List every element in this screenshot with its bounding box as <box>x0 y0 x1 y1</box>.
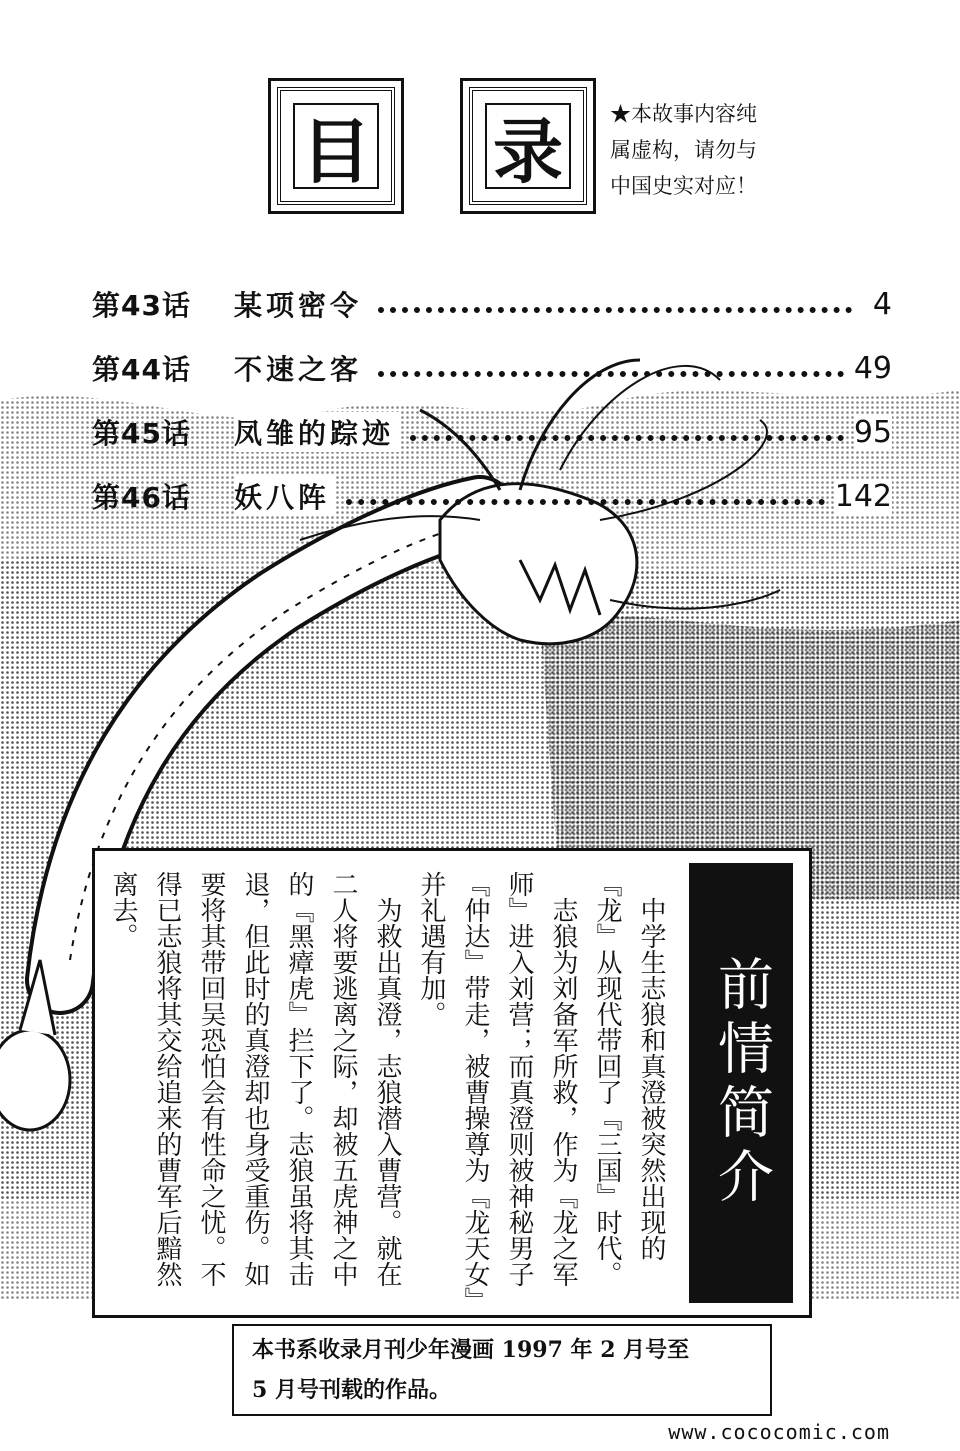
chapter-number: 第43话 <box>92 289 191 322</box>
chapter-title: 某项密令 <box>234 284 368 324</box>
summary-paragraph: 中学生志狼和真澄被突然出现的『龙』从现代带回了『三国』时代。 <box>592 871 666 1287</box>
disclaimer-note: ★本故事内容纯 属虚构，请勿与 中国史实对应！ <box>610 102 757 198</box>
summary-heading: 前情简介 <box>689 863 793 1303</box>
summary-paragraph: 志狼为刘备军所救，作为『龙之军师』进入刘营；而真澄则被神秘男子『仲达』带走，被曹操尊为『龙天女』并礼遇有加。 <box>416 871 578 1300</box>
toc-entry[interactable] <box>92 400 892 464</box>
toc-entry[interactable] <box>92 272 892 336</box>
chapter-title: 不速之客 <box>234 348 368 388</box>
summary-text <box>108 871 673 1301</box>
title-char-lu: 录 <box>485 103 571 189</box>
page-number: 95 <box>853 414 892 450</box>
leader-dots <box>378 371 844 377</box>
publication-note: 本书系收录月刊少年漫画 1997 年 2 月号至 5 月号刊载的作品。 <box>232 1324 772 1416</box>
title-box-mu <box>268 78 404 214</box>
leader-dots <box>378 307 852 313</box>
page-number: 4 <box>862 287 892 322</box>
toc-entry[interactable] <box>92 464 892 528</box>
leader-dots <box>346 499 825 505</box>
title-box-lu <box>460 78 596 214</box>
page-number: 49 <box>853 350 892 386</box>
toc-entry[interactable] <box>92 336 892 400</box>
table-of-contents <box>92 272 892 528</box>
chapter-title: 妖八阵 <box>234 476 336 516</box>
page-number: 142 <box>834 478 892 514</box>
leader-dots <box>410 435 844 441</box>
summary-box <box>92 848 812 1318</box>
chapter-number: 第45话 <box>92 417 191 450</box>
title-char-mu: 目 <box>293 103 379 189</box>
chapter-number: 第44话 <box>92 353 191 386</box>
chapter-title: 凤雏的踪迹 <box>234 412 400 452</box>
watermark-text: www.cococomic.com <box>668 1420 890 1444</box>
summary-paragraph: 为救出真澄，志狼潜入曹营。就在二人将要逃离之际，却被五虎神之中的『黑瘴虎』拦下了。志狼虽将其击退，但此时的真澄却也身受重伤。如要将其带回吴恐怕会有性命之忧。不得已志狼将其交给追来的曹军后黯然离去。 <box>108 871 402 1287</box>
chapter-number: 第46话 <box>92 481 191 514</box>
